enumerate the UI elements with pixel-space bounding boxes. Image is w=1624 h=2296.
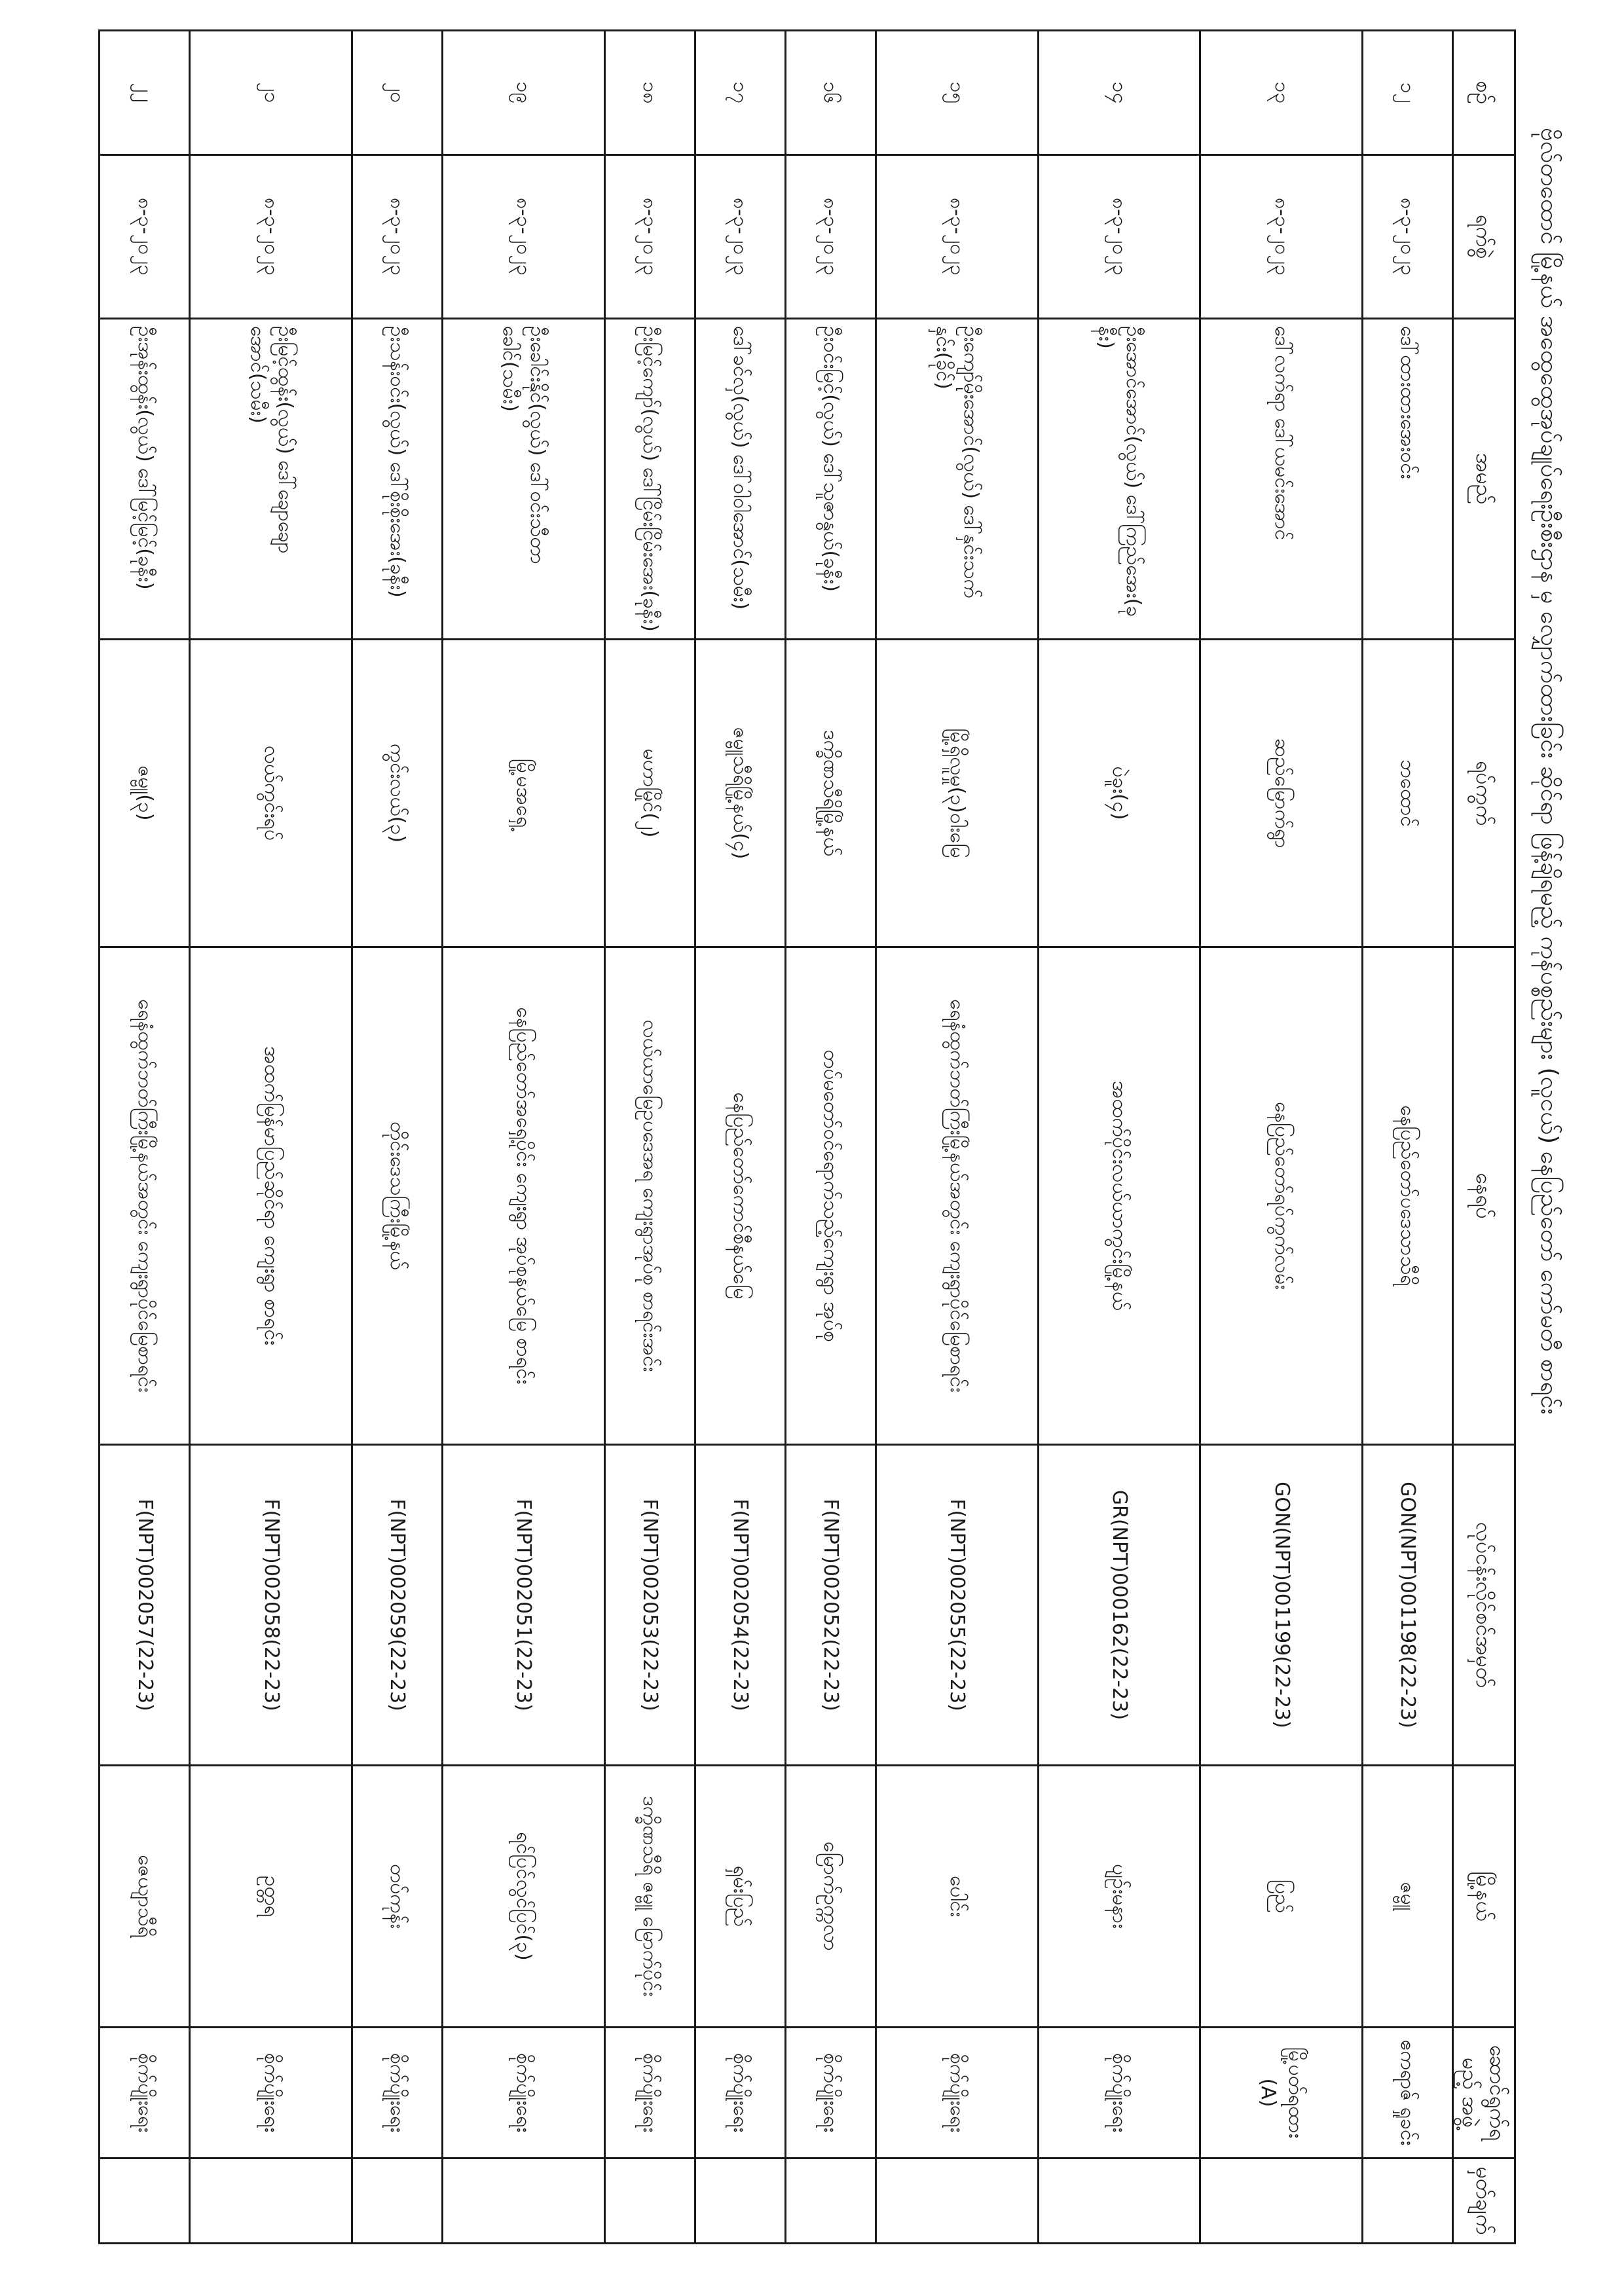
- cell-reg-no: F(NPT)002057(22-23): [100, 1445, 190, 1766]
- table-row: [443, 31, 605, 2244]
- cell-category: မြို့ပတ်ရထား (A): [1200, 2028, 1363, 2159]
- table-row: [100, 31, 190, 2244]
- cell-ward: ကွင်းလယ်(၃): [352, 640, 442, 947]
- cell-date: ၈-၃-၂၀၂၃: [695, 155, 785, 319]
- cell-remark: [876, 2159, 1039, 2244]
- cell-address: နေပြည်တော်ကောင်စီနယ်မြေ: [695, 947, 785, 1445]
- header-name: အမည်: [1453, 319, 1515, 640]
- cell-reg-no: GON(NPT)001199(22-23): [1200, 1445, 1363, 1766]
- cell-ward: ဒက္ခိဏသီရိမြို့နယ်: [785, 640, 876, 947]
- cell-reg-no: F(NPT)002058(22-23): [190, 1445, 352, 1766]
- cell-address: တပ်မတော်ဝင်ရောက်သည့်ကျေးရွာ အုပ်စု: [785, 947, 876, 1445]
- cell-category: စိုက်ပျိုးရေး: [604, 2028, 695, 2159]
- table-row: [352, 31, 442, 2244]
- cell-remark: [1038, 2159, 1200, 2244]
- header-township: မြို့နယ်: [1453, 1766, 1515, 2028]
- cell-category: စိုက်ပျိုးရေး: [1038, 2028, 1200, 2159]
- cell-reg-no: F(NPT)002051(22-23): [443, 1445, 605, 1766]
- header-remark: မှတ်ချက်: [1453, 2159, 1515, 2244]
- table-row: [1362, 31, 1452, 2244]
- cell-remark: [190, 2159, 352, 2244]
- cell-remark: [352, 2159, 442, 2244]
- cell-no: ၂၀: [352, 31, 442, 155]
- cell-name: ဦးအောင်အောင်(လွယ်) ဒေါ်ကြည်အေး(ခုနီး): [1038, 319, 1200, 640]
- cell-ward: မြို့မအရှေ့: [443, 640, 605, 947]
- cell-date: ၈-၃-၂၀၂၃: [785, 155, 876, 319]
- header-row: [1453, 31, 1515, 2244]
- cell-township: တပ်ကုန်း: [352, 1766, 442, 2028]
- cell-no: ၁၈: [604, 31, 695, 155]
- cell-name: ဦးဝင်းမြင့်(လွယ်) ဒေါ်သူဇာနွယ်(ခုနီး): [785, 319, 876, 640]
- cell-no: ၂၂: [100, 31, 190, 155]
- cell-no: ၁၅: [876, 31, 1039, 155]
- cell-address: ရေနံထွက်ဘတ်ကြီးမြို့နယ်အတွင်း ကျေးရွာပိုင်မြေစာရင်း: [876, 947, 1039, 1445]
- cell-date: ၈-၃-၂၀၂၃: [100, 155, 190, 319]
- records-table: [98, 29, 1516, 2244]
- cell-category: စိုက်ပျိုးရေး: [785, 2028, 876, 2159]
- cell-township: ဇေယျာသီရိ: [100, 1766, 190, 2028]
- cell-name: ဦးကျော်မိုးအောင်(လွယ်) ဒေါ်နှင်းသက်နှင်း(ခိုင်): [876, 319, 1039, 640]
- cell-township: ရင်ပြင်လွင်ပြင်(၃): [443, 1766, 605, 2028]
- table-row: [695, 31, 785, 2244]
- cell-address: အထက်မြန်မာပြည်ဆိုင်ရာ ကျေးရွာ စာရင်း: [190, 947, 352, 1445]
- header-date: ရက်စွဲ: [1453, 155, 1515, 319]
- cell-category: စိုက်ပျိုးရေး: [100, 2028, 190, 2159]
- cell-date: ၈-၃-၂၀၂၃: [1362, 155, 1452, 319]
- table-row: [190, 31, 352, 2244]
- cell-township: ပျဉ်းမနား: [1038, 1766, 1200, 2028]
- cell-category: ဧကရာဇ် ရှုခင်း: [1362, 2028, 1452, 2159]
- cell-ward: ဆည်မြောက်ရွာ: [1200, 640, 1363, 947]
- cell-date: ၈-၃-၂၀၂၃: [190, 155, 352, 319]
- cell-address: တိုင်းဒေသကြီးမြို့နယ်: [352, 947, 442, 1445]
- cell-address: နေပြည်တော်အရှေ့ပိုင်း ကျေးရွာ အုပ်စုနယ်မြေ စာရင်း: [443, 947, 605, 1445]
- table-body: [100, 31, 1453, 2244]
- header-no: စဉ်: [1453, 31, 1515, 155]
- cell-name: ဦးခေါင်းနိုင်(လွယ်) ဒေါ်ဝင်းသီတာခေါင်(သမီး): [443, 319, 605, 640]
- cell-township: ပြည်: [1200, 1766, 1363, 2028]
- cell-date: ၈-၃-၂၀၂၃: [352, 155, 442, 319]
- cell-remark: [695, 2159, 785, 2244]
- cell-category: စိုက်ပျိုးရေး: [352, 2028, 442, 2159]
- cell-address: အထက်ပိုင်းလယ်ယာကွင်းမြို့နယ်: [1038, 947, 1200, 1445]
- cell-ward: ဇမ္ဗူသီရိမြို့နယ်(၄): [695, 640, 785, 947]
- cell-date: ၈-၃-၂၀၂၃: [443, 155, 605, 319]
- cell-category: စိုက်ပျိုးရေး: [190, 2028, 352, 2159]
- cell-no: ၁၉: [443, 31, 605, 155]
- cell-reg-no: F(NPT)002052(22-23): [785, 1445, 876, 1766]
- cell-reg-no: F(NPT)002055(22-23): [876, 1445, 1039, 1766]
- cell-category: စိုက်ပျိုးရေး: [443, 2028, 605, 2159]
- cell-reg-no: GON(NPT)001198(22-23): [1362, 1445, 1452, 1766]
- cell-remark: [785, 2159, 876, 2244]
- cell-category: စိုက်ပျိုးရေး: [876, 2028, 1039, 2159]
- cell-remark: [1362, 2159, 1452, 2244]
- cell-reg-no: F(NPT)002053(22-23): [604, 1445, 695, 1766]
- cell-remark: [443, 2159, 605, 2244]
- cell-township: ဇမ္ဗူ: [1362, 1766, 1452, 2028]
- header-ward: ရပ်ကွက်: [1453, 640, 1515, 947]
- cell-date: ၈-၃-၂၀၂၃: [1200, 155, 1363, 319]
- cell-township: ဒက္ခိဏသီရိ ဇမ္ဗူ မြောက်ပိုင်း: [604, 1766, 695, 2028]
- cell-remark: [100, 2159, 190, 2244]
- table-row: [1200, 31, 1363, 2244]
- table-row: [604, 31, 695, 2244]
- cell-township: ဥတ္တရ: [190, 1766, 352, 2028]
- cell-address: နေပြည်တော်ပဒေသာသီရိ: [1362, 947, 1452, 1445]
- cell-date: ၈-၃-၂၀၂၃: [604, 155, 695, 319]
- header-address: နေရပ်: [1453, 947, 1515, 1445]
- records-table-wrapper: [98, 29, 1516, 2242]
- cell-ward: ဇမ္ဗူ(၃): [100, 640, 190, 947]
- cell-reg-no: GR(NPT)000162(22-23): [1038, 1445, 1200, 1766]
- cell-reg-no: F(NPT)002059(22-23): [352, 1445, 442, 1766]
- cell-category: စိုက်ပျိုးရေး: [695, 2028, 785, 2159]
- header-reg-no: လုပ်ငန်းလိုင်စင်အမှတ်: [1453, 1445, 1515, 1766]
- cell-date: ၈-၃-၂၀၂၃: [876, 155, 1039, 319]
- cell-remark: [604, 2159, 695, 2244]
- cell-no: ၁၃: [1200, 31, 1363, 155]
- cell-remark: [1200, 2159, 1363, 2244]
- cell-township: ရှမ်းပြည်: [695, 1766, 785, 2028]
- cell-ward: လယ်ကွင်းရပ်: [190, 640, 352, 947]
- cell-no: ၁၄: [1038, 31, 1200, 155]
- cell-name: ဒေါ်လက်ရာ ဒေါ်ယမင်းအောင်: [1200, 319, 1363, 640]
- cell-no: ၁၂: [1362, 31, 1452, 155]
- cell-name: ဒေါ်ခင်လှ(လွယ်) ဒေါ်ဝါဝါအောင်(သမီး): [695, 319, 785, 640]
- cell-reg-no: F(NPT)002054(22-23): [695, 1445, 785, 1766]
- cell-no: ၂၁: [190, 31, 352, 155]
- table-row: [1038, 31, 1200, 2244]
- cell-address: နေပြည်တော်ရပ်ကွက်လမ်း: [1200, 947, 1363, 1445]
- cell-township: ပေါင်း: [876, 1766, 1039, 2028]
- cell-date: ၈-၃-၂၀၂၃: [1038, 155, 1200, 319]
- cell-address: လယ်ယာမြေဥပဒေအရ ကျေးရွာအုပ်စု စာရင်းအင်း: [604, 947, 695, 1445]
- document-title: ဗိုလ်တထောင် မြို့နယ် အထွေထွေအုပ်ချုပ်ရေးဦးစီးဌာန မှ လျှောက်ထားခြင်း ဆိုင်ရာ ဖြန့်ချိရမည့် ကုန်ပစ္စည်းများ (လူငယ်) နေပြည်တော် ကော်မတီ စာရင်း: [1536, 128, 1562, 1415]
- cell-name: ဒေါ်ထားထားအေးဝင်း: [1362, 319, 1452, 640]
- cell-no: ၁၆: [785, 31, 876, 155]
- table-row: [785, 31, 876, 2244]
- cell-name: ဦးသန်းဝင်း(လွယ်) ဒေါ်စိုးစိုးအေး(ခုနီး): [352, 319, 442, 640]
- cell-name: ဦးအုန်းထွန်း(လွယ်) ဒေါ်မြင့်မြင့်(ခုနီး): [100, 319, 190, 640]
- cell-ward: ပဲခူး(၄): [1038, 640, 1200, 947]
- cell-township: မြောက်ဥက္ကလာ: [785, 1766, 876, 2028]
- cell-ward: မြို့ရှိလူမှု(၃)ဝါးမြေ: [876, 640, 1039, 947]
- cell-ward: မဟာမြိုင်(၂): [604, 640, 695, 947]
- cell-address: ရေနံထွက်ဘတ်ကြီးမြို့နယ်အတွင်း ကျေးရွာပိုင်မြေစာရင်း: [100, 947, 190, 1445]
- cell-name: ဦးမြင့်ထွန်း(လွယ်) ဒေါ်ချောချောအောင်(သမီး): [190, 319, 352, 640]
- table-row: [876, 31, 1039, 2244]
- cell-ward: ဘထောင်: [1362, 640, 1452, 947]
- cell-name: ဦးမြင့်ကျော်(လွယ်) ဒေါ်ငြိမ်းငြိမ်းအေး(ခုနီး): [604, 319, 695, 640]
- cell-no: ၁၇: [695, 31, 785, 155]
- header-category: ဆောင်ရွက်ရမည့် အဖွဲ့: [1453, 2028, 1515, 2159]
